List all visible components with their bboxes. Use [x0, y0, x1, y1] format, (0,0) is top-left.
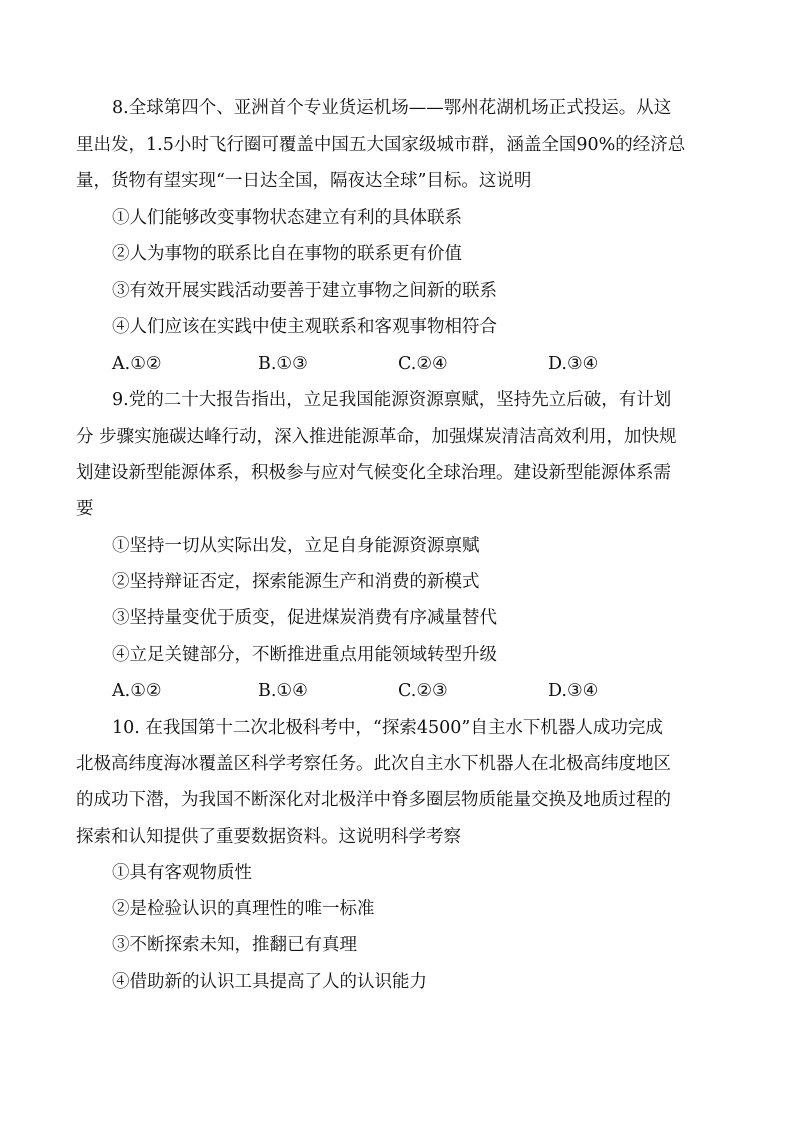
q8-statement-2: ②人为事物的联系比自在事物的联系更有价值	[112, 244, 462, 264]
q10-statement-4: ④借助新的认识工具提高了人的认识能力	[112, 972, 427, 992]
q9-statement-2: ②坚持辩证否定，探索能源生产和消费的新模式	[112, 572, 480, 592]
q8-choice-c: C.②④	[398, 354, 448, 374]
q9-stem-line-1: 9.党的二十大报告指出，立足我国能源资源禀赋，坚持先立后破，有计划	[112, 390, 672, 410]
q8-statement-4: ④人们应该在实践中使主观联系和客观事物相符合	[112, 317, 497, 337]
q9-statement-3: ③坚持量变优于质变，促进煤炭消费有序减量替代	[112, 608, 497, 628]
q10-statement-2: ②是检验认识的真理性的唯一标准	[112, 899, 375, 919]
q9-stem-line-3: 划建设新型能源体系，积极参与应对气候变化全球治理。建设新型能源体系需	[76, 463, 671, 483]
q10-statement-3: ③不断探索未知，推翻已有真理	[112, 935, 357, 955]
q8-choice-b: B.①③	[258, 354, 308, 374]
q8-choice-a: A.①②	[112, 354, 162, 374]
q9-choice-d: D.③④	[548, 681, 599, 701]
q9-statement-1: ①坚持一切从实际出发，立足自身能源资源禀赋	[112, 536, 480, 556]
q10-stem-line-1: 10. 在我国第十二次北极科考中，“探索4500”自主水下机器人成功完成	[112, 718, 663, 738]
q10-statement-1: ①具有客观物质性	[112, 863, 252, 883]
q8-statement-1: ①人们能够改变事物状态建立有利的具体联系	[112, 208, 462, 228]
q9-choice-b: B.①④	[258, 681, 308, 701]
q9-stem-line-4: 要	[76, 499, 94, 519]
q8-choice-d: D.③④	[548, 354, 599, 374]
q8-statement-3: ③有效开展实践活动要善于建立事物之间新的联系	[112, 281, 497, 301]
q9-statement-4: ④立足关键部分，不断推进重点用能领域转型升级	[112, 645, 497, 665]
q9-choice-a: A.①②	[112, 681, 162, 701]
q10-stem-line-2: 北极高纬度海冰覆盖区科学考察任务。此次自主水下机器人在北极高纬度地区	[76, 754, 671, 774]
q10-stem-line-4: 探索和认知提供了重要数据资料。这说明科学考察	[76, 827, 461, 847]
q9-choice-c: C.②③	[398, 681, 448, 701]
q8-stem-line-1: 8.全球第四个、亚洲首个专业货运机场——鄂州花湖机场正式投运。从这	[112, 98, 672, 118]
q8-stem-line-3: 量，货物有望实现“一日达全国，隔夜达全球”目标。这说明	[76, 171, 532, 191]
q10-stem-line-3: 的成功下潜，为我国不断深化对北极洋中脊多圈层物质能量交换及地质过程的	[76, 790, 671, 810]
q9-stem-line-2: 分 步骤实施碳达峰行动，深入推进能源革命，加强煤炭清洁高效利用，加快规	[76, 427, 677, 447]
q8-stem-line-2: 里出发，1.5小时飞行圈可覆盖中国五大国家级城市群，涵盖全国90%的经济总	[76, 135, 686, 155]
